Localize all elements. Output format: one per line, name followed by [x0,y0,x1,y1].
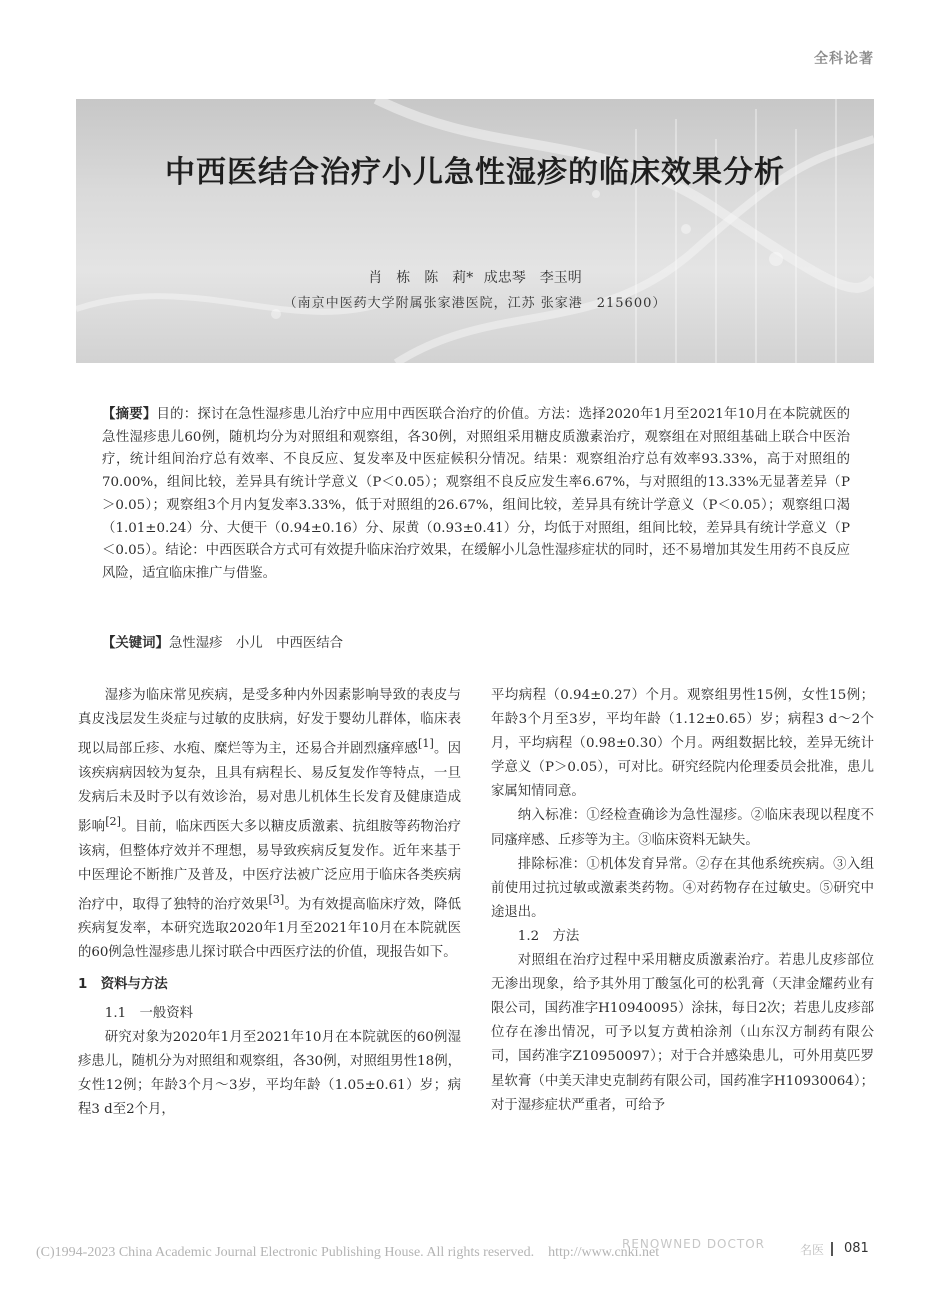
inclusion-criteria: 纳入标准：①经检查确诊为急性湿疹。②临床表现以程度不同瘙痒感、丘疹等为主。③临床资料无缺失。 [491,808,874,848]
general-data-continued: 平均病程（0.94±0.27）个月。观察组男性15例，女性15例；年龄3个月至3岁，平均年龄（1.12±0.65）岁；病程3 d～2个月，平均病程（0.98±0.30）个月。两组数据比较，差异无统计学意义（P＞0.05），可对比。研究经院内伦理委员会批准，患儿家属知情同意。 [491,688,874,800]
abstract-text: 目的：探讨在急性湿疹患儿治疗中应用中西医联合治疗的价值。方法：选择2020年1月至2021年10月在本院就医的急性湿疹患儿60例，随机均分为对照组和观察组，各30例，对照组采用糖皮质激素治疗，观察组在对照组基础上联合中医治疗，统计组间治疗总有效率、不良反应、复发率及中医症候积分情况。结果：观察组治疗总有效率93.33%，高于对照组的70.00%，组间比较，差异具有统计学意义（P＜0.05）；观察组不良反应发生率6.67%，与对照组的13.33%无显著差异（P＞0.05）；观察组3个月内复发率3.33%，低于对照组的26.67%，组间比较，差异具有统计学意义（P＜0.05）；观察组口渴（1.01±0.24）分、大便干（0.94±0.16）分、尿黄（0.93±0.41）分，均低于对照组，组间比较，差异具有统计学意义（P＜0.05）。结论：中西医联合方式可有效提升临床治疗效果，在缓解小儿急性湿疹症状的同时，还不易增加其发生用药不良反应风险，适宜临床推广与借鉴。 [102,407,850,581]
body-column-right [491,684,874,1118]
keywords-label: 【关键词】 [102,636,169,651]
citation-3: [3] [268,892,285,906]
section-heading-1: 1 资料与方法 [78,977,168,993]
dna-helix-graphic [76,99,874,363]
article-authors: 肖 栋 陈 莉* 成忠琴 李玉明 [368,270,582,286]
methods-paragraph: 对照组在治疗过程中采用糖皮质激素治疗。若患儿皮疹部位无渗出现象，给予其外用丁酸氢化可的松乳膏（天津金耀药业有限公司，国药准字H10940095）涂抹，每日2次；若患儿皮疹部位存在渗出情况，可予以复方黄柏涂剂（山东汉方制药有限公司，国药准字Z10950097）；对于合并感染患儿，可外用莫匹罗星软膏（中美天津史克制药有限公司，国药准字H10930064）；对于湿疹症状严重者，可给予 [491,953,874,1113]
article-affiliation: （南京中医药大学附属张家港医院，江苏 张家港 215600） [283,296,667,311]
abstract [102,404,850,586]
intro-paragraph [78,684,461,965]
journal-brand: RENOWNED DOCTOR [622,1237,765,1251]
keywords-text: 急性湿疹 小儿 中西医结合 [168,636,344,651]
article-title: 中西医结合治疗小儿急性湿疹的临床效果分析 [165,155,785,190]
footer-divider [831,1242,833,1256]
general-data-paragraph: 研究对象为2020年1月至2021年10月在本院就医的60例湿疹患儿，随机分为对照组和观察组，各30例，对照组男性18例，女性12例；年龄3个月～3岁，平均年龄（1.05±0.61）岁；病程3 d至2个月， [78,1029,461,1117]
title-banner [76,99,874,363]
copyright-notice: (C)1994-2023 China Academic Journal Electronic Publishing House. All rights reserved. http://www.cnki.net [36,1245,660,1260]
page-number: 081 [844,1241,869,1256]
intro-text-4: 。为有效提高临床疗效，降低疾病复发率，本研究选取2020年1月至2021年10月在本院就医的60例急性湿疹患儿探讨联合中西医疗法的价值，现报告如下。 [78,897,462,961]
citation-1: [1] [418,737,434,751]
keywords [102,633,850,655]
subsection-heading-1-2: 1.2 方法 [517,928,580,944]
intro-text-1: 湿疹为临床常见疾病，是受多种内外因素影响导致的表皮与真皮浅层发生炎症与过敏的皮肤病，好发于婴幼儿群体，临床表现以局部丘疹、水疱、糜烂等为主，还易合并剧烈瘙痒感 [78,688,461,757]
page-footer [36,1237,916,1263]
citation-2: [2] [105,814,122,828]
journal-brand-short: 名医 [800,1243,825,1257]
intro-text-2: 。因该疾病病因较为复杂，且具有病程长、易反复发作等特点，一旦发病后未及时予以有效诊治，易对患儿机体生长发育及健康造成影响 [78,741,462,835]
subsection-heading-1-1: 1.1 一般资料 [104,1005,194,1021]
exclusion-criteria: 排除标准：①机体发育异常。②存在其他系统疾病。③入组前使用过抗过敏或激素类药物。④对药物存在过敏史。⑤研究中途退出。 [491,856,874,920]
abstract-label: 【摘要】 [102,407,157,422]
intro-text-3: 。目前，临床西医大多以糖皮质激素、抗组胺等药物治疗该病，但整体疗效并不理想，易导致疾病反复发作。近年来基于中医理论不断推广及普及，中医疗法被广泛应用于临床各类疾病治疗中，取得了独特的治疗效果 [78,819,462,913]
body-column-left [78,684,461,1122]
section-label: 全科论著 [814,51,874,67]
